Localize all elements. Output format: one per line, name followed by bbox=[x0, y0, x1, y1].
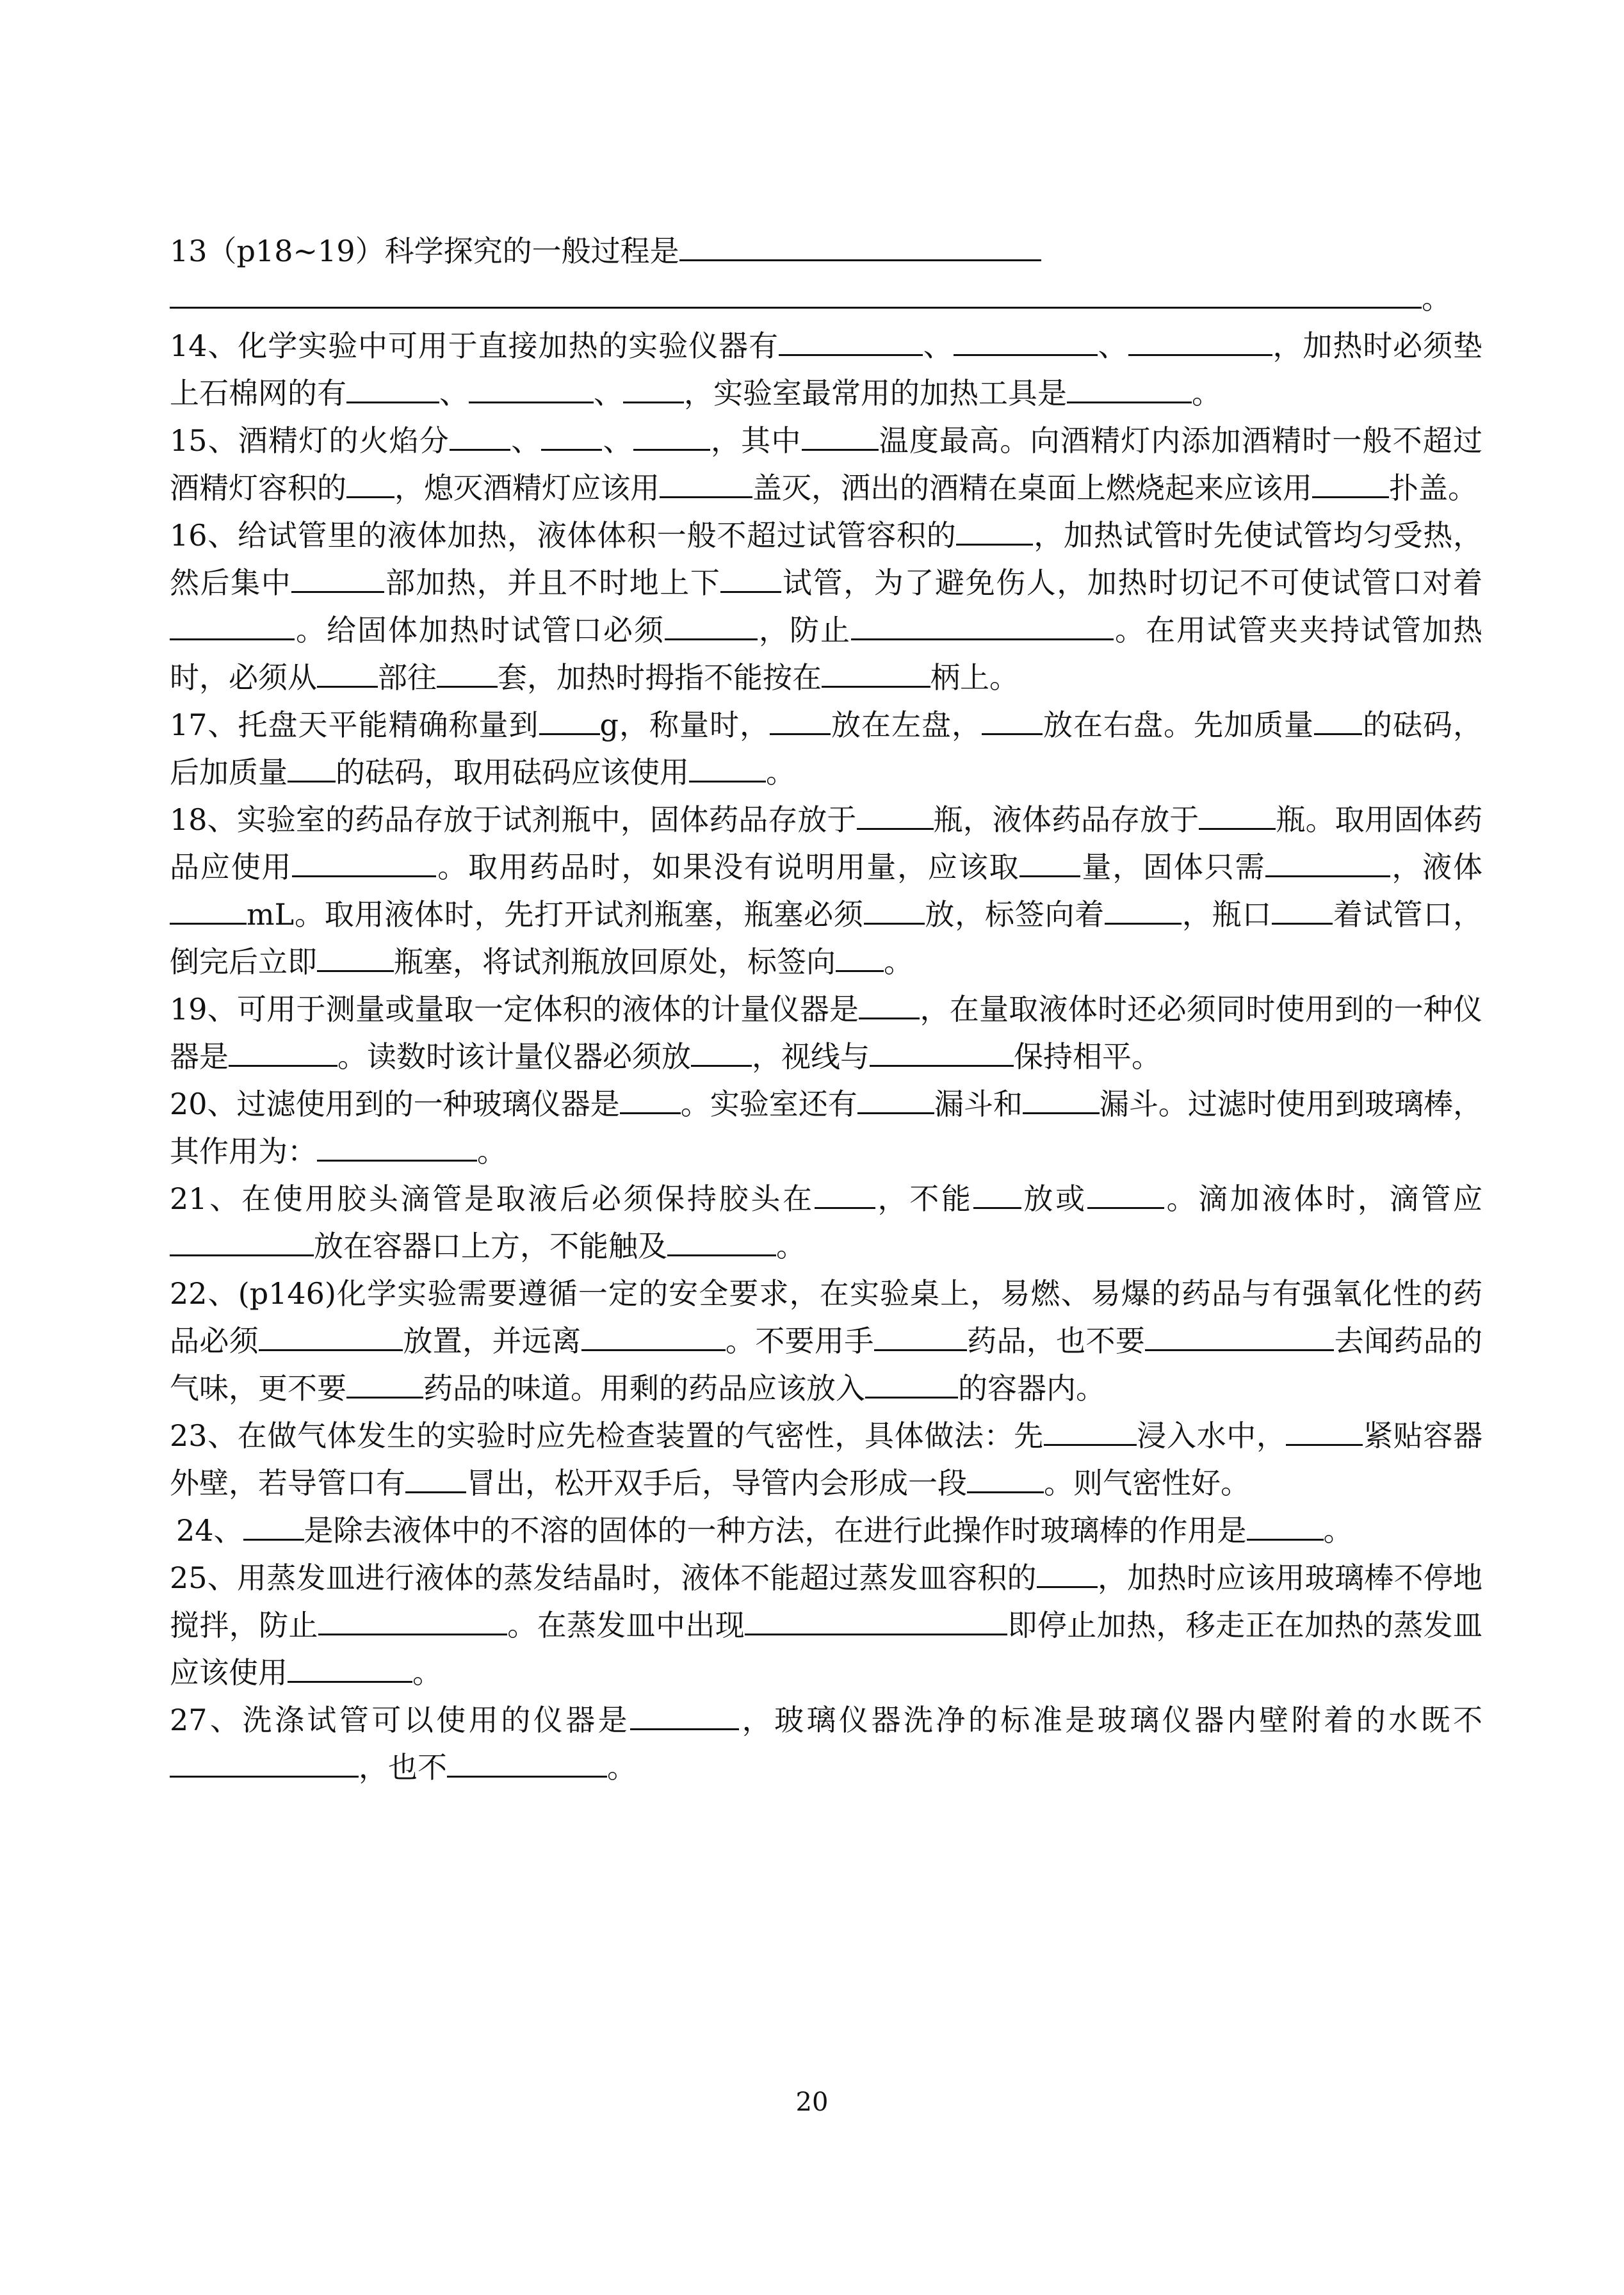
answer-blank[interactable] bbox=[1286, 1415, 1363, 1446]
answer-blank[interactable] bbox=[243, 1509, 304, 1541]
question-text: 、 bbox=[510, 423, 542, 458]
answer-blank[interactable] bbox=[170, 277, 1422, 309]
question-text: 即停止加热，移走正在加热的蒸发皿应该使用 bbox=[170, 1608, 1483, 1690]
answer-blank[interactable] bbox=[857, 799, 934, 830]
answer-blank[interactable] bbox=[581, 1320, 726, 1351]
question-text: 15、酒精灯的火焰分 bbox=[170, 423, 450, 458]
question-text: ，视线与 bbox=[752, 1039, 870, 1074]
answer-blank[interactable] bbox=[822, 656, 930, 688]
answer-blank[interactable] bbox=[745, 1604, 1007, 1635]
question-text: 药品的味道。用剩的药品应该放入 bbox=[423, 1371, 865, 1406]
question-text: 去闻药品的气味，更不要 bbox=[170, 1324, 1483, 1406]
question-text: 着试管口，倒完后立即 bbox=[170, 897, 1483, 979]
question-text: 保持相平。 bbox=[1014, 1039, 1161, 1074]
answer-blank[interactable] bbox=[229, 1035, 337, 1067]
question-text: ，液体 bbox=[1390, 850, 1483, 884]
answer-blank[interactable] bbox=[437, 656, 498, 688]
answer-blank[interactable] bbox=[259, 1320, 403, 1351]
page-number: 20 bbox=[795, 2088, 829, 2117]
question-text: 放在容器口上方，不能触及 bbox=[314, 1229, 667, 1263]
question-text: 18、实验室的药品存放于试剂瓶中，固体药品存放于 bbox=[170, 802, 857, 837]
answer-blank[interactable] bbox=[836, 941, 884, 972]
question-text: 。 bbox=[477, 1134, 507, 1169]
question-text: 、 bbox=[602, 423, 633, 458]
question-text: ，加热时必须垫上石棉网的有 bbox=[170, 328, 1483, 410]
answer-blank[interactable] bbox=[954, 325, 1098, 356]
question-text: 药品，也不要 bbox=[966, 1324, 1146, 1358]
question-text: 。 bbox=[884, 945, 913, 979]
question-text: ，也不 bbox=[359, 1750, 447, 1785]
answer-blank[interactable] bbox=[665, 609, 758, 640]
question-text: 。 bbox=[776, 1229, 806, 1263]
question-text: 放在右盘。先加质量 bbox=[1043, 708, 1314, 742]
answer-blank[interactable] bbox=[318, 1604, 507, 1635]
question-text: 紧贴容器外壁，若导管口有 bbox=[170, 1418, 1482, 1500]
answer-blank[interactable] bbox=[851, 609, 1114, 640]
answer-blank[interactable] bbox=[1265, 846, 1390, 877]
question-text: mL。取用液体时，先打开试剂瓶塞，瓶塞必须 bbox=[247, 897, 864, 932]
answer-blank[interactable] bbox=[691, 1035, 752, 1067]
question-text: 13（p18~19）科学探究的一般过程是 bbox=[170, 234, 679, 268]
answer-blank[interactable] bbox=[1067, 372, 1192, 403]
question-q13 bbox=[170, 227, 1482, 322]
question-q16 bbox=[170, 512, 1482, 701]
question-text: 漏斗和 bbox=[934, 1087, 1023, 1121]
question-text: 22、(p146)化学实验需要遵循一定的安全要求，在实验桌上，易燃、易爆的药品与有强氧化性的药品必须 bbox=[170, 1276, 1482, 1358]
question-text: 、 bbox=[594, 376, 623, 410]
question-text: 。实验室还有 bbox=[680, 1087, 857, 1121]
question-text: 24、 bbox=[176, 1513, 243, 1548]
question-text: 柄上。 bbox=[930, 660, 1019, 695]
worksheet-body bbox=[170, 227, 1482, 1791]
answer-blank[interactable] bbox=[317, 941, 394, 972]
question-text: 。在用试管夹夹持试管加热时，必须从 bbox=[170, 613, 1482, 695]
answer-blank[interactable] bbox=[870, 1035, 1014, 1067]
question-q22 bbox=[170, 1270, 1482, 1412]
question-text: 17、托盘天平能精确称量到 bbox=[170, 708, 539, 742]
question-text: 27、洗涤试管可以使用的仪器是 bbox=[170, 1703, 631, 1737]
answer-blank[interactable] bbox=[317, 656, 378, 688]
question-text: 浸入水中， bbox=[1136, 1418, 1287, 1453]
question-text: 、 bbox=[1097, 328, 1128, 363]
answer-blank[interactable] bbox=[346, 1367, 423, 1399]
question-text: 25、用蒸发皿进行液体的蒸发结晶时，液体不能超过蒸发皿容积的 bbox=[170, 1561, 1037, 1595]
question-q15 bbox=[170, 417, 1482, 512]
answer-blank[interactable] bbox=[292, 846, 436, 877]
answer-blank[interactable] bbox=[620, 1083, 681, 1114]
question-text: 的砝码，取用砝码应该使用 bbox=[336, 755, 689, 790]
answer-blank[interactable] bbox=[679, 230, 1041, 261]
question-text: 盖灭，洒出的酒精在桌面上燃烧起来应该用 bbox=[752, 471, 1312, 505]
answer-blank[interactable] bbox=[405, 1462, 466, 1493]
question-text: 。读数时该计量仪器必须放 bbox=[337, 1039, 691, 1074]
answer-blank[interactable] bbox=[815, 1178, 875, 1209]
answer-blank[interactable] bbox=[1312, 467, 1389, 498]
question-text: 。 bbox=[766, 755, 795, 790]
answer-blank[interactable] bbox=[170, 1746, 359, 1778]
question-text: 。不要用手 bbox=[725, 1324, 874, 1358]
question-text: ，其中 bbox=[710, 423, 802, 458]
answer-blank[interactable] bbox=[1105, 893, 1181, 925]
question-text: 量，固体只需 bbox=[1080, 850, 1266, 884]
question-text: 。 bbox=[607, 1750, 637, 1785]
question-text: 20、过滤使用到的一种玻璃仪器是 bbox=[170, 1087, 620, 1121]
answer-blank[interactable] bbox=[1272, 893, 1333, 925]
answer-blank[interactable] bbox=[1128, 325, 1272, 356]
answer-blank[interactable] bbox=[317, 1130, 477, 1162]
question-text: 。取用药品时，如果没有说明用量，应该取 bbox=[436, 850, 1020, 884]
answer-blank[interactable] bbox=[541, 419, 602, 451]
question-text: 瓶塞，将试剂瓶放回原处，标签向 bbox=[394, 945, 836, 979]
question-text: 、 bbox=[922, 328, 954, 363]
question-text: ，不能 bbox=[875, 1181, 973, 1216]
question-text: 。给固体加热时试管口必须 bbox=[295, 613, 665, 647]
answer-blank[interactable] bbox=[170, 609, 295, 640]
answer-blank[interactable] bbox=[346, 372, 439, 403]
answer-blank[interactable] bbox=[874, 1320, 967, 1351]
question-text: 。 bbox=[1323, 1513, 1353, 1548]
question-text: 。在蒸发皿中出现 bbox=[507, 1608, 745, 1642]
question-text: 的砝码，后加质量 bbox=[170, 708, 1482, 790]
question-text: ，实验室最常用的加热工具是 bbox=[684, 376, 1067, 410]
question-q18 bbox=[170, 796, 1482, 985]
answer-blank[interactable] bbox=[1037, 1557, 1098, 1588]
answer-blank[interactable] bbox=[660, 467, 752, 498]
answer-blank[interactable] bbox=[288, 751, 336, 783]
question-text: 16、给试管里的液体加热，液体体积一般不超过试管容积的 bbox=[170, 518, 957, 553]
question-text: 是除去液体中的不溶的固体的一种方法，在进行此操作时玻璃棒的作用是 bbox=[304, 1513, 1247, 1548]
question-text: ，加热时应该用玻璃棒不停地搅拌，防止 bbox=[170, 1561, 1483, 1642]
question-text: 。 bbox=[1192, 376, 1221, 410]
answer-blank[interactable] bbox=[539, 704, 600, 735]
question-text: 放在左盘， bbox=[831, 708, 982, 742]
answer-blank[interactable] bbox=[346, 467, 394, 498]
answer-blank[interactable] bbox=[720, 562, 781, 593]
answer-blank[interactable] bbox=[667, 1225, 776, 1256]
answer-blank[interactable] bbox=[288, 1651, 412, 1683]
question-text: 试管，为了避免伤人，加热时切记不可使试管口对着 bbox=[781, 565, 1483, 600]
answer-blank[interactable] bbox=[1023, 1083, 1100, 1114]
question-text: 。则气密性好。 bbox=[1044, 1466, 1250, 1500]
question-text: 扑盖。 bbox=[1389, 471, 1477, 505]
question-q19 bbox=[170, 985, 1482, 1080]
answer-blank[interactable] bbox=[973, 1178, 1021, 1209]
answer-blank[interactable] bbox=[1314, 704, 1362, 735]
question-q27 bbox=[170, 1696, 1482, 1791]
answer-blank[interactable] bbox=[447, 1746, 607, 1778]
question-text: 温度最高。向酒精灯内添加酒精时一般不超过酒精灯容积的 bbox=[170, 423, 1483, 505]
question-text: 套，加热时拇指不能按在 bbox=[498, 660, 822, 695]
question-text: 放置，并远离 bbox=[403, 1324, 581, 1358]
question-text: g，称量时， bbox=[599, 708, 770, 742]
question-text: ，防止 bbox=[758, 613, 851, 647]
answer-blank[interactable] bbox=[170, 1225, 314, 1256]
question-q24 bbox=[170, 1507, 1482, 1554]
answer-blank[interactable] bbox=[779, 325, 923, 356]
answer-blank[interactable] bbox=[630, 1699, 739, 1730]
question-text: ，熄灭酒精灯应该用 bbox=[394, 471, 660, 505]
question-text: 23、在做气体发生的实验时应先检查装置的气密性，具体做法：先 bbox=[170, 1418, 1044, 1453]
answer-blank[interactable] bbox=[633, 419, 710, 451]
answer-blank[interactable] bbox=[291, 562, 384, 593]
question-text: 19、可用于测量或量取一定体积的液体的计量仪器是 bbox=[170, 992, 859, 1026]
answer-blank[interactable] bbox=[770, 704, 831, 735]
answer-blank[interactable] bbox=[956, 514, 1033, 546]
answer-blank[interactable] bbox=[1199, 799, 1276, 830]
question-q20 bbox=[170, 1080, 1482, 1175]
question-text: 瓶，液体药品存放于 bbox=[933, 802, 1199, 837]
question-text: 21、在使用胶头滴管是取液后必须保持胶头在 bbox=[170, 1181, 815, 1216]
answer-blank[interactable] bbox=[802, 419, 879, 451]
question-q17 bbox=[170, 701, 1482, 796]
question-text: 放，标签向着 bbox=[924, 897, 1105, 932]
question-q21 bbox=[170, 1175, 1482, 1270]
question-text: 漏斗。过滤时使用到玻璃棒，其作用为： bbox=[170, 1087, 1483, 1169]
answer-blank[interactable] bbox=[170, 893, 247, 925]
answer-blank[interactable] bbox=[1247, 1509, 1324, 1541]
answer-blank[interactable] bbox=[1145, 1320, 1334, 1351]
question-text: 瓶。取用固体药品应使用 bbox=[170, 802, 1483, 884]
question-text: 冒出，松开双手后，导管内会形成一段 bbox=[466, 1466, 967, 1500]
question-text: 14、化学实验中可用于直接加热的实验仪器有 bbox=[170, 328, 779, 363]
question-text: 放或 bbox=[1021, 1181, 1087, 1216]
question-q25 bbox=[170, 1554, 1482, 1696]
question-text: 部往 bbox=[378, 660, 437, 695]
question-text: 的容器内。 bbox=[958, 1371, 1105, 1406]
question-text: ，加热试管时先使试管均匀受热，然后集中 bbox=[170, 518, 1482, 600]
answer-blank[interactable] bbox=[967, 1462, 1044, 1493]
answer-blank[interactable] bbox=[857, 1083, 934, 1114]
answer-blank[interactable] bbox=[864, 893, 925, 925]
question-text: ，瓶口 bbox=[1181, 897, 1272, 932]
question-text: ，玻璃仪器洗净的标准是玻璃仪器内壁附着的水既不 bbox=[739, 1703, 1482, 1737]
question-text: 部加热，并且不时地上下 bbox=[384, 565, 721, 600]
answer-blank[interactable] bbox=[1044, 1415, 1137, 1446]
answer-blank[interactable] bbox=[469, 372, 594, 403]
answer-blank[interactable] bbox=[450, 419, 510, 451]
question-text: 、 bbox=[439, 376, 469, 410]
question-text: ，在量取液体时还必须同时使用到的一种仪器是 bbox=[170, 992, 1482, 1074]
answer-blank[interactable] bbox=[623, 372, 684, 403]
answer-blank[interactable] bbox=[859, 988, 920, 1019]
question-text: 。滴加液体时，滴管应 bbox=[1164, 1181, 1483, 1216]
question-q14 bbox=[170, 322, 1482, 417]
question-q23 bbox=[170, 1412, 1482, 1507]
answer-blank[interactable] bbox=[689, 751, 766, 783]
answer-blank[interactable] bbox=[1019, 846, 1080, 877]
answer-blank[interactable] bbox=[1087, 1178, 1164, 1209]
answer-blank[interactable] bbox=[982, 704, 1043, 735]
question-text: 。 bbox=[1422, 281, 1451, 316]
question-text: 。 bbox=[412, 1655, 442, 1690]
answer-blank[interactable] bbox=[865, 1367, 958, 1399]
